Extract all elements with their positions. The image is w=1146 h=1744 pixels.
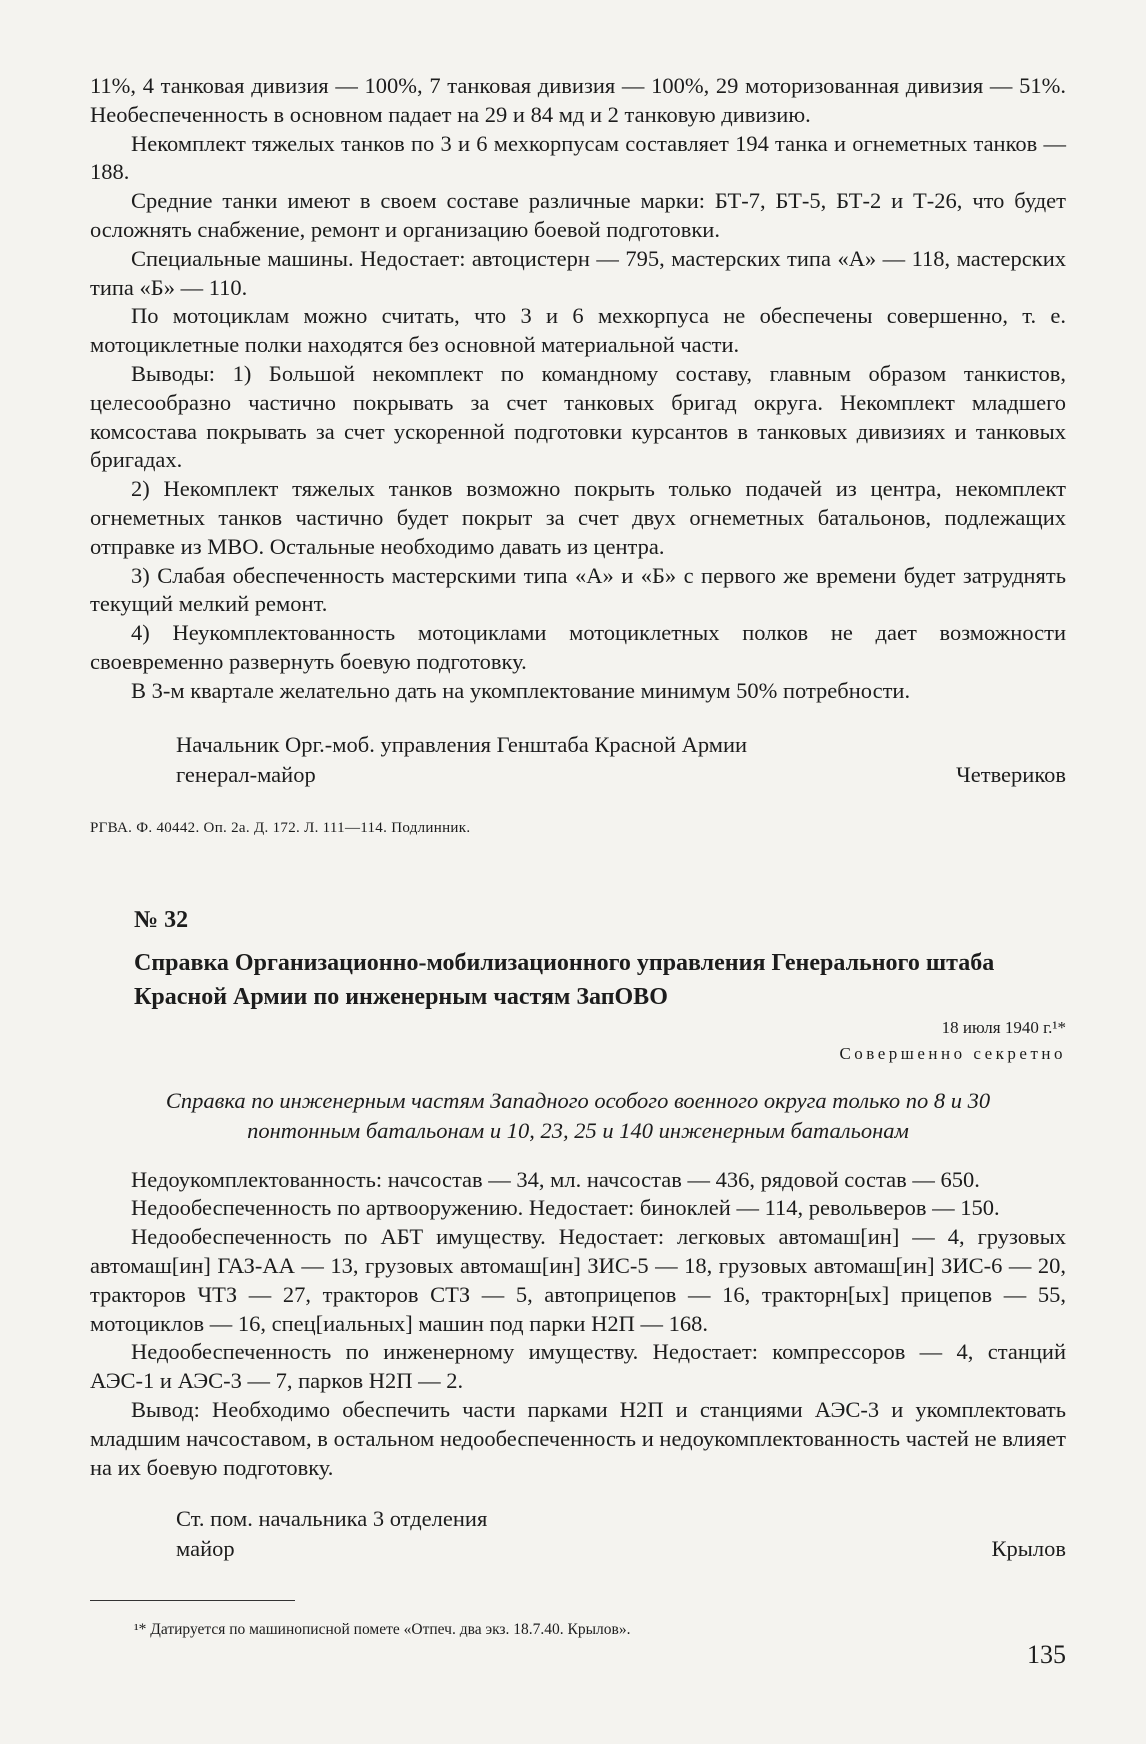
paragraph: По мотоциклам можно считать, что 3 и 6 мехкорпуса не обеспечены совершенно, т. е. мотоциклетные полки находятся без основной материальной части. [90,303,1066,358]
signature-title: Ст. пом. начальника 3 отделения [176,1506,488,1532]
document-subtitle: Справка по инженерным частям Западного особого военного округа только по 8 и 30 понтонным батальонам и 10, 23, 25 и 140 инженерным батальонам [165,1087,991,1143]
document-date: 18 июля 1940 г.¹* [941,1017,1066,1037]
footnote: ¹* Датируется по машинописной помете «Отпеч. два экз. 18.7.40. Крылов». [134,1621,631,1639]
paragraph: Недообеспеченность по артвооружению. Недостает: биноклей — 114, револьверов — 150. [131,1195,1000,1221]
paragraph: Специальные машины. Недостает: автоцистерн — 795, мастерских типа «А» — 118, мастерских типа «Б» — 110. [90,245,1066,300]
signature-name: Крылов [991,1536,1066,1562]
archive-source: РГВА. Ф. 40442. Оп. 2а. Д. 172. Л. 111—114. Подлинник. [90,819,471,836]
document-title: Справка Организационно-мобилизационного управления Генерального штаба Красной Армии по инженерным частям ЗапОВО [134,949,995,1010]
paragraph: Недоукомплектованность: начсостав — 34, мл. начсостав — 436, рядовой состав — 650. [131,1166,980,1192]
paragraph: 4) Неукомплектованность мотоциклами мотоциклетных полков не дает возможности своевременно развернуть боевую подготовку. [90,620,1066,674]
paragraph: Выводы: 1) Большой некомплект по командному составу, главным образом танкистов, целесообразно частично покрывать за счет танковых бригад округа. Некомплект младшего комсостава покрывать за счет ускоренной подготовки курсантов в танковых дивизиях и танковых бригадах. [90,360,1066,473]
document-number: № 32 [134,906,189,933]
signature-title: Начальник Орг.-моб. управления Генштаба Красной Армии [176,731,748,757]
paragraph: 2) Некомплект тяжелых танков возможно покрыть только подачей из центра, некомплект огнеметных танков частично будет покрыт за счет двух огнеметных батальонов, подлежащих отправке из МВО. Остальные необходимо давать из центра. [90,476,1066,559]
document-page [90,72,1066,1639]
classification-stamp: Совершенно секретно [839,1043,1066,1063]
paragraph: 3) Слабая обеспеченность мастерскими типа «А» и «Б» с первого же времени будет затруднять текущий мелкий ремонт. [90,562,1066,617]
signature-name: Четвериков [956,761,1066,787]
signature-block [90,730,1066,790]
page-number: 135 [1027,1640,1066,1669]
paragraph: Вывод: Необходимо обеспечить части парками Н2П и станциями АЭС-3 и укомплектовать младшим начсоставом, в остальном недообеспеченность и недоукомплектованность частей не влияет на их боевую подготовку. [90,1396,1066,1480]
paragraph: 11%, 4 танковая дивизия — 100%, 7 танковая дивизия — 100%, 29 моторизованная дивизия — 51%. Необеспеченность в основном падает на 29 и 84 мд и 2 танковую дивизию. [90,73,1066,127]
paragraph: Недообеспеченность по инженерному имуществу. Недостает: компрессоров — 4, станций АЭС-1 и АЭС-3 — 7, парков Н2П — 2. [90,1339,1066,1394]
paragraph: Некомплект тяжелых танков по 3 и 6 мехкорпусам составляет 194 танка и огнеметных танков — 188. [90,130,1066,185]
report-body [90,1166,1066,1483]
footnote-divider [90,1600,295,1601]
signature-rank: генерал-майор [176,761,316,787]
signature-block [90,1504,1066,1564]
signature-rank: майор [176,1536,235,1562]
paragraph: В 3-м квартале желательно дать на укомплектование минимум 50% потребности. [131,677,911,703]
paragraph: Средние танки имеют в своем составе различные марки: БТ-7, БТ-5, БТ-2 и Т-26, что будет осложнять снабжение, ремонт и организацию боевой подготовки. [90,188,1066,242]
paragraph: Недообеспеченность по АБТ имуществу. Недостает: легковых автомаш[ин] — 4, грузовых автомаш[ин] ГАЗ-АА — 13, грузовых автомаш[ин] ЗИС-5 — 18, грузовых автомаш[ин] ЗИС-6 — 20, тракторов ЧТЗ — 27, тракторов СТЗ — 5, автоприцепов — 16, тракторн[ых] прицепов — 55, мотоциклов — 16, спец[иальных] машин под парки Н2П — 168. [90,1224,1066,1336]
